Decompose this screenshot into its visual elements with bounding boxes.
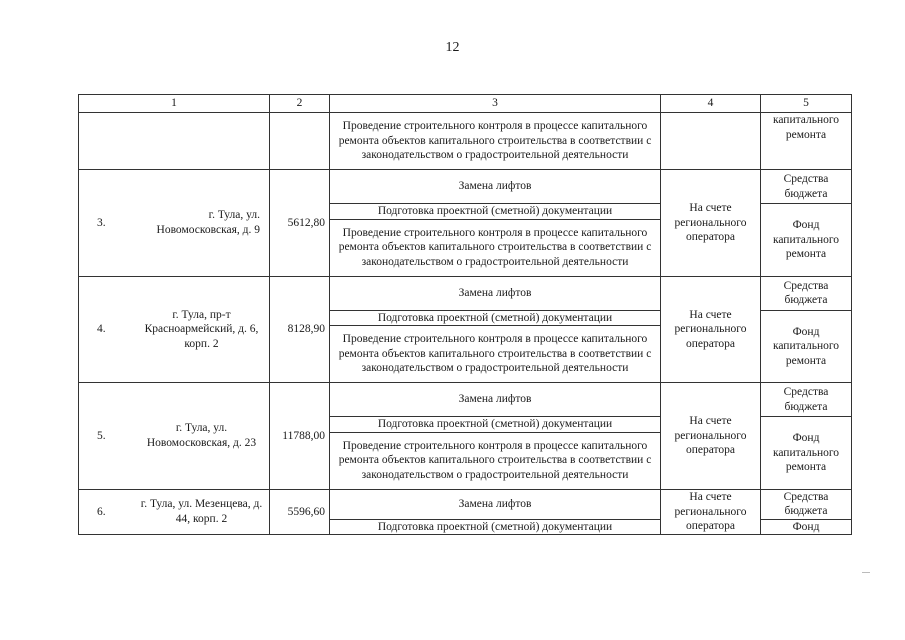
work-cell: Замена лифтов bbox=[330, 489, 661, 519]
row-index: 6. bbox=[97, 505, 106, 518]
area-cell: 11788,00 bbox=[270, 383, 330, 490]
address-cell bbox=[79, 383, 270, 490]
work-cell: Проведение строительного контроля в процессе капитального ремонта объектов капитального строительства в соответствии с законодательством о градостроительной деятельности bbox=[330, 432, 661, 489]
header-cell: 3 bbox=[330, 95, 661, 113]
page-number: 12 bbox=[445, 40, 460, 55]
funding-cell: Фонд капитального ремонта bbox=[761, 204, 852, 277]
work-cell: Проведение строительного контроля в процессе капитального ремонта объектов капитального строительства в соответствии с законодательством о градостроительной деятельности bbox=[330, 219, 661, 276]
continuation-row bbox=[79, 113, 852, 170]
header-cell: 4 bbox=[661, 95, 761, 113]
account-cell: На счете регионального оператора bbox=[661, 276, 761, 383]
empty-cell bbox=[79, 113, 270, 170]
header-row bbox=[79, 95, 852, 113]
area-cell: 5596,60 bbox=[270, 489, 330, 535]
address-text: г. Тула, ул. Мезенцева, д. 44, корп. 2 bbox=[140, 498, 263, 525]
funding-cell: капитального ремонта bbox=[761, 113, 852, 170]
table-row bbox=[79, 276, 852, 310]
work-cell: Проведение строительного контроля в процессе капитального ремонта объектов капитального строительства в соответствии с законодательством о градостроительной деятельности bbox=[330, 326, 661, 383]
address-cell bbox=[79, 276, 270, 383]
funding-cell: Фонд bbox=[761, 519, 852, 535]
account-cell: На счете регионального оператора bbox=[661, 170, 761, 277]
work-cell: Подготовка проектной (сметной) документации bbox=[330, 204, 661, 220]
work-cell: Замена лифтов bbox=[330, 383, 661, 417]
funding-cell: Средства бюджета bbox=[761, 383, 852, 417]
works-table bbox=[78, 94, 852, 535]
address-cell bbox=[79, 489, 270, 535]
funding-cell: Средства бюджета bbox=[761, 276, 852, 310]
area-cell: 8128,90 bbox=[270, 276, 330, 383]
work-cell: Подготовка проектной (сметной) документации bbox=[330, 417, 661, 433]
row-index: 4. bbox=[97, 323, 106, 335]
work-cell: Подготовка проектной (сметной) документации bbox=[330, 519, 661, 535]
area-cell: 5612,80 bbox=[270, 170, 330, 277]
empty-cell bbox=[270, 113, 330, 170]
table-row bbox=[79, 383, 852, 417]
header-cell: 2 bbox=[270, 95, 330, 113]
row-index: 5. bbox=[97, 429, 106, 442]
funding-cell: Средства бюджета bbox=[761, 489, 852, 519]
header-cell: 1 bbox=[79, 95, 270, 113]
address-text: г. Тула, ул. Новомосковская, д. 23 bbox=[146, 422, 257, 449]
work-cell: Замена лифтов bbox=[330, 170, 661, 204]
work-cell: Подготовка проектной (сметной) документации bbox=[330, 310, 661, 326]
account-cell: На счете регионального оператора bbox=[661, 489, 761, 535]
address-text: г. Тула, ул. Новомосковская, д. 9 bbox=[156, 209, 260, 236]
empty-cell bbox=[661, 113, 761, 170]
address-cell bbox=[79, 170, 270, 277]
table-row bbox=[79, 489, 852, 519]
table-row bbox=[79, 170, 852, 204]
funding-cell: Средства бюджета bbox=[761, 170, 852, 204]
funding-cell: Фонд капитального ремонта bbox=[761, 310, 852, 383]
work-cell: Проведение строительного контроля в процессе капитального ремонта объектов капитального строительства в соответствии с законодательством о градостроительной деятельности bbox=[330, 113, 661, 170]
work-cell: Замена лифтов bbox=[330, 276, 661, 310]
account-cell: На счете регионального оператора bbox=[661, 383, 761, 490]
funding-cell: Фонд капитального ремонта bbox=[761, 417, 852, 490]
header-cell: 5 bbox=[761, 95, 852, 113]
scan-mark bbox=[862, 572, 870, 573]
row-index: 3. bbox=[97, 216, 106, 229]
address-text: г. Тула, пр-т Красноармейский, д. 6, корп. 2 bbox=[144, 308, 259, 350]
